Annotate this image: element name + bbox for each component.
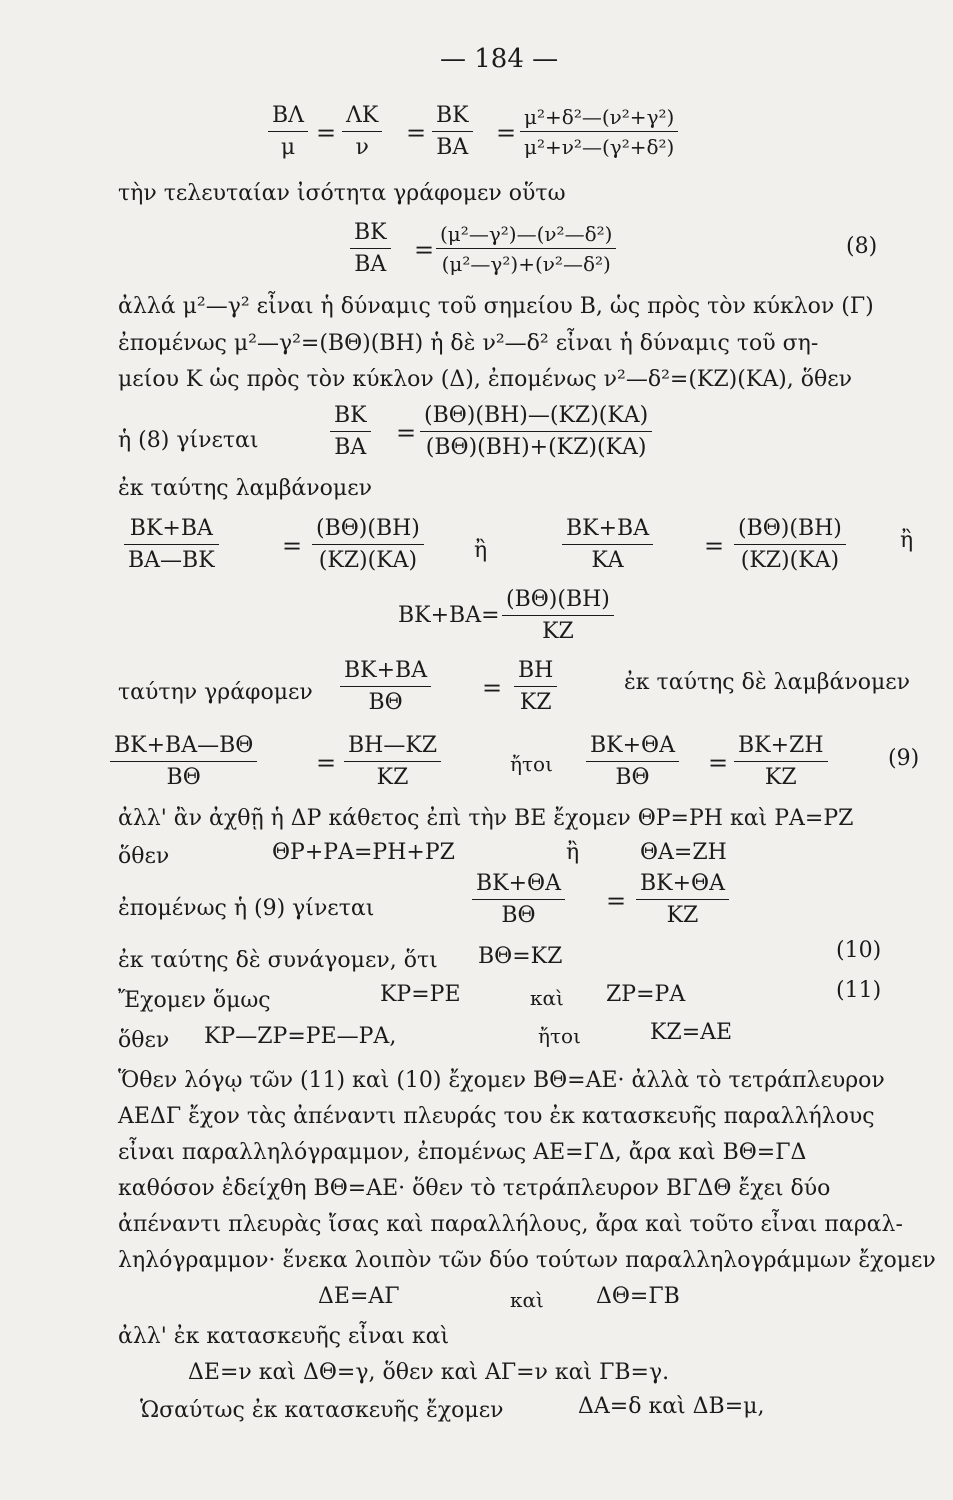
equation: ΔΕ=ΑΓ [318, 1284, 400, 1309]
equals-sign: = [282, 532, 303, 560]
equation-label: (10) [836, 938, 882, 963]
text-line: εἶναι παραλληλόγραμμον, ἐπομένως ΑΕ=ΓΔ, ἄρα καὶ ΒΘ=ΓΔ [118, 1140, 807, 1165]
text-line: ἀλλ' ἂν ἀχθῇ ἡ ΔΡ κάθετος ἐπὶ τὴν ΒΕ ἔχομεν ΘΡ=ΡΗ καὶ ΡΑ=ΡΖ [118, 806, 854, 831]
text-line: ἀλλά μ²—γ² εἶναι ἡ δύναμις τοῦ σημείου Β, ὡς πρὸς τὸν κύκλον (Γ) [118, 294, 874, 319]
fraction: ΒΚ ΒΑ [330, 405, 371, 459]
equation: ΖΡ=ΡΑ [606, 982, 686, 1007]
fraction: (ΒΘ)(ΒΗ)—(ΚΖ)(ΚΑ) (ΒΘ)(ΒΗ)+(ΚΖ)(ΚΑ) [420, 405, 652, 459]
equation: ΒΘ=ΚΖ [478, 944, 563, 969]
equation-prefix: Ὡσαύτως ἐκ κατασκευῆς ἔχομεν [140, 1398, 504, 1423]
or-word: ἢ [900, 528, 914, 553]
fraction: μ²+δ²—(ν²+γ²) μ²+ν²—(γ²+δ²) [520, 107, 678, 157]
text-line: ἀπέναντι πλευρὰς ἴσας καὶ παραλλήλους, ἄρα καὶ τοῦτο εἶναι παραλ- [118, 1212, 903, 1237]
fraction: ΒΛ μ [268, 105, 308, 159]
equation-prefix: Ἔχομεν ὅμως [118, 988, 271, 1013]
fraction: (ΒΘ)(ΒΗ) (ΚΖ)(ΚΑ) [312, 518, 424, 572]
fraction: ΒΚ+ΘΑ ΚΖ [636, 873, 729, 927]
text-line: μείου Κ ὡς πρὸς τὸν κύκλον (Δ), ἐπομένως ν²—δ²=(ΚΖ)(ΚΑ), ὅθεν [118, 367, 852, 392]
equation: ΘΑ=ΖΗ [640, 840, 727, 865]
equation-prefix: ἡ (8) γίνεται [118, 428, 259, 453]
text-line: ἐπομένως μ²—γ²=(ΒΘ)(ΒΗ) ἡ δὲ ν²—δ² εἶναι ἡ δύναμις τοῦ ση- [118, 331, 819, 356]
or-word: ἢ [474, 538, 488, 563]
fraction: ΒΗ—ΚΖ ΚΖ [344, 735, 441, 789]
equals-sign: = [606, 887, 627, 915]
word: ὅθεν [118, 844, 170, 869]
equation-prefix: ἐπομένως ἡ (9) γίνεται [118, 896, 375, 921]
word: ἤτοι [538, 1024, 581, 1048]
fraction: ΒΚ+ΖΗ ΚΖ [734, 735, 828, 789]
text-line: ΑΕΔΓ ἔχον τὰς ἀπέναντι πλευράς του ἐκ κατασκευῆς παραλλήλους [118, 1104, 875, 1129]
fraction: ΒΚ ΒΑ [432, 105, 473, 159]
fraction: ΒΚ+ΘΑ ΒΘ [586, 735, 679, 789]
equation: ΘΡ+ΡΑ=ΡΗ+ΡΖ [272, 840, 455, 865]
text-line: ἀλλ' ἐκ κατασκευῆς εἶναι καὶ [118, 1324, 450, 1349]
equation: ΚΡ—ΖΡ=ΡΕ—ΡΑ, [204, 1024, 397, 1049]
word: ὅθεν [118, 1028, 170, 1053]
equation-lhs: ΒΚ+ΒΑ= [398, 603, 500, 628]
equals-sign: = [414, 236, 435, 264]
equals-sign: = [496, 119, 517, 147]
page-number: — 184 — [440, 44, 559, 74]
word: καὶ [510, 1288, 544, 1312]
word: καὶ [530, 986, 564, 1010]
equation-line: ΔΕ=ν καὶ ΔΘ=γ, ὅθεν καὶ ΑΓ=ν καὶ ΓΒ=γ. [188, 1360, 670, 1385]
equation-prefix: ἐκ ταύτης δὲ συνάγομεν, ὅτι [118, 948, 438, 973]
equation: ΚΖ=ΑΕ [650, 1020, 733, 1045]
equation-label: (9) [888, 746, 920, 771]
equals-sign: = [708, 749, 729, 777]
equation: ΔΑ=δ καὶ ΔΒ=μ, [578, 1394, 765, 1419]
fraction: (ΒΘ)(ΒΗ) (ΚΖ)(ΚΑ) [734, 518, 846, 572]
text-line: τὴν τελευταίαν ἰσότητα γράφομεν οὕτω [118, 181, 566, 206]
fraction: ΒΚ+ΒΑ ΒΘ [340, 660, 431, 714]
equals-sign: = [316, 119, 337, 147]
equation-suffix: ἐκ ταύτης δὲ λαμβάνομεν [624, 670, 911, 695]
equation: ΔΘ=ΓΒ [596, 1284, 680, 1309]
text-line: καθόσον ἐδείχθη ΒΘ=ΑΕ· ὅθεν τὸ τετράπλευρον ΒΓΔΘ ἔχει δύο [118, 1176, 831, 1201]
equals-sign: = [704, 532, 725, 560]
fraction: (μ²—γ²)—(ν²—δ²) (μ²—γ²)+(ν²—δ²) [436, 224, 616, 274]
or-word: ἢ [566, 840, 580, 865]
fraction: (ΒΘ)(ΒΗ) ΚΖ [502, 589, 614, 643]
equation-label: (11) [836, 978, 882, 1003]
equals-sign: = [482, 674, 503, 702]
word: ἤτοι [510, 752, 553, 776]
text-line: ἐκ ταύτης λαμβάνομεν [118, 476, 372, 501]
equals-sign: = [406, 119, 427, 147]
equals-sign: = [316, 749, 337, 777]
equation-prefix: ταύτην γράφομεν [118, 680, 313, 705]
fraction: ΛΚ ν [342, 105, 382, 159]
equation: ΚΡ=ΡΕ [380, 982, 461, 1007]
text-line: ληλόγραμμον· ἕνεκα λοιπὸν τῶν δύο τούτων παραλληλογράμμων ἔχομεν [118, 1248, 936, 1273]
equals-sign: = [396, 419, 417, 447]
equation-label: (8) [846, 234, 878, 259]
fraction: ΒΚ+ΒΑ ΚΑ [562, 518, 653, 572]
fraction: ΒΚ+ΒΑ—ΒΘ ΒΘ [110, 735, 257, 789]
fraction: ΒΚ+ΘΑ ΒΘ [472, 873, 565, 927]
text-line: Ὅθεν λόγῳ τῶν (11) καὶ (10) ἔχομεν ΒΘ=ΑΕ· ἀλλὰ τὸ τετράπλευρον [118, 1068, 885, 1093]
fraction: ΒΚ ΒΑ [350, 222, 391, 276]
fraction: ΒΗ ΚΖ [514, 660, 557, 714]
fraction: ΒΚ+ΒΑ ΒΑ—ΒΚ [124, 518, 219, 572]
